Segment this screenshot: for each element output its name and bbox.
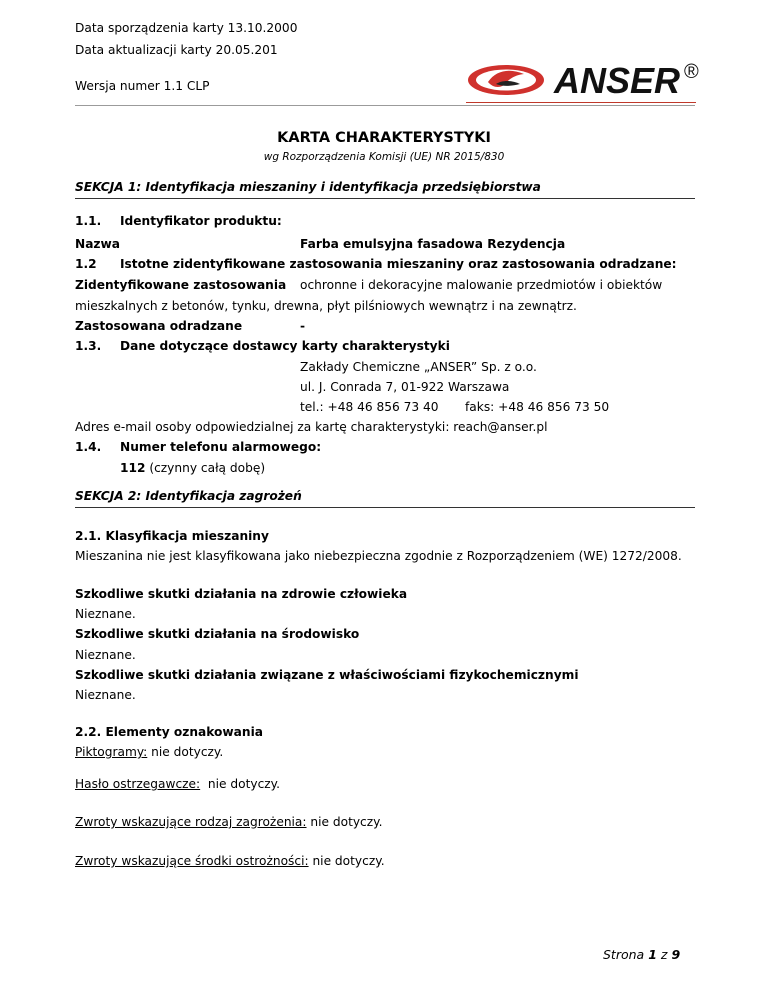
- s12-title: Istotne zidentyfikowane zastosowania mieszaniny oraz zastosowania odradzane:: [120, 257, 677, 271]
- header-divider: [75, 105, 695, 106]
- emergency-note: (czynny całą dobę): [149, 461, 266, 475]
- anser-logo: [466, 60, 706, 100]
- page-total: 9: [671, 947, 681, 962]
- identified-uses-label: Zidentyfikowane zastosowania: [75, 278, 287, 292]
- signal-word-label: Hasło ostrzegawcze:: [75, 777, 201, 791]
- hazard-statements-line: [75, 816, 383, 828]
- s11-number: 1.1.: [75, 214, 102, 228]
- s22-title: 2.2. Elementy oznakowania: [75, 725, 263, 739]
- supplier-fax: faks: +48 46 856 73 50: [465, 400, 610, 414]
- product-name-value: Farba emulsyjna fasadowa Rezydencja: [300, 237, 566, 251]
- page-current: 1: [648, 947, 657, 962]
- identified-uses-value: ochronne i dekoracyjne malowanie przedmiotów i obiektów: [300, 278, 663, 292]
- pictograms-line: [75, 746, 223, 758]
- advised-against-label: Zastosowana odradzane: [75, 319, 243, 333]
- section1-divider: [75, 198, 695, 199]
- precautionary-statements-label: Zwroty wskazujące środki ostrożności:: [75, 854, 309, 868]
- pictograms-label: Piktogramy:: [75, 745, 148, 759]
- identified-uses-value-continued: mieszkalnych z betonów, tynku, drewna, płyt pilśniowych wewnątrz i na zewnątrz.: [75, 299, 577, 313]
- s21-title: 2.1. Klasyfikacja mieszaniny: [75, 529, 269, 543]
- page-word: Strona: [603, 947, 645, 962]
- section1-heading: SEKCJA 1: Identyfikacja mieszaniny i identyfikacja przedsiębiorstwa: [75, 180, 541, 194]
- s13-title: Dane dotyczące dostawcy karty charakterystyki: [120, 339, 450, 353]
- product-name-label: Nazwa: [75, 237, 121, 251]
- version-number: Wersja numer 1.1 CLP: [75, 79, 210, 93]
- hazard-statements-value: nie dotyczy.: [310, 815, 383, 829]
- s13-number: 1.3.: [75, 339, 102, 353]
- emergency-line: [120, 462, 265, 474]
- section2-divider: [75, 507, 695, 508]
- s21-text: Mieszanina nie jest klasyfikowana jako niebezpieczna zgodnie z Rozporządzeniem (WE) 1272/2008.: [75, 549, 682, 563]
- s14-number: 1.4.: [75, 440, 102, 454]
- signal-word-line: [75, 778, 280, 790]
- s12-number: 1.2: [75, 257, 97, 271]
- section2-heading: SEKCJA 2: Identyfikacja zagrożeń: [75, 489, 302, 503]
- emergency-number: 112: [120, 461, 146, 475]
- environment-effects-title: Szkodliwe skutki działania na środowisko: [75, 627, 360, 641]
- physicochemical-effects-value: Nieznane.: [75, 688, 136, 702]
- supplier-address: ul. J. Conrada 7, 01-922 Warszawa: [300, 380, 510, 394]
- registered-mark: ®: [684, 61, 699, 83]
- logo-underline: [466, 102, 696, 103]
- document-title: KARTA CHARAKTERYSTYKI: [277, 130, 491, 146]
- logo-wordmark: ANSER: [554, 60, 681, 100]
- health-effects-value: Nieznane.: [75, 607, 136, 621]
- physicochemical-effects-title: Szkodliwe skutki działania związane z właściwościami fizykochemicznymi: [75, 668, 579, 682]
- precautionary-statements-value: nie dotyczy.: [312, 854, 385, 868]
- health-effects-title: Szkodliwe skutki działania na zdrowie człowieka: [75, 587, 408, 601]
- supplier-phone: tel.: +48 46 856 73 40: [300, 400, 439, 414]
- date-created: Data sporządzenia karty 13.10.2000: [75, 21, 298, 35]
- precautionary-statements-line: [75, 855, 385, 867]
- environment-effects-value: Nieznane.: [75, 648, 136, 662]
- page-number: [603, 949, 680, 962]
- document-subtitle: wg Rozporządzenia Komisji (UE) NR 2015/830: [263, 151, 505, 163]
- hazard-statements-label: Zwroty wskazujące rodzaj zagrożenia:: [75, 815, 307, 829]
- anser-bird-logo-icon: [466, 60, 706, 100]
- signal-word-value: nie dotyczy.: [207, 777, 281, 791]
- s14-title: Numer telefonu alarmowego:: [120, 440, 322, 454]
- page-separator: z: [660, 947, 668, 962]
- pictograms-value: nie dotyczy.: [151, 745, 224, 759]
- supplier-company: Zakłady Chemiczne „ANSER” Sp. z o.o.: [300, 360, 537, 374]
- responsible-email: Adres e-mail osoby odpowiedzialnej za kartę charakterystyki: reach@anser.pl: [75, 420, 548, 434]
- advised-against-value: -: [300, 319, 306, 333]
- s11-title: Identyfikator produktu:: [120, 214, 282, 228]
- date-updated: Data aktualizacji karty 20.05.201: [75, 43, 278, 57]
